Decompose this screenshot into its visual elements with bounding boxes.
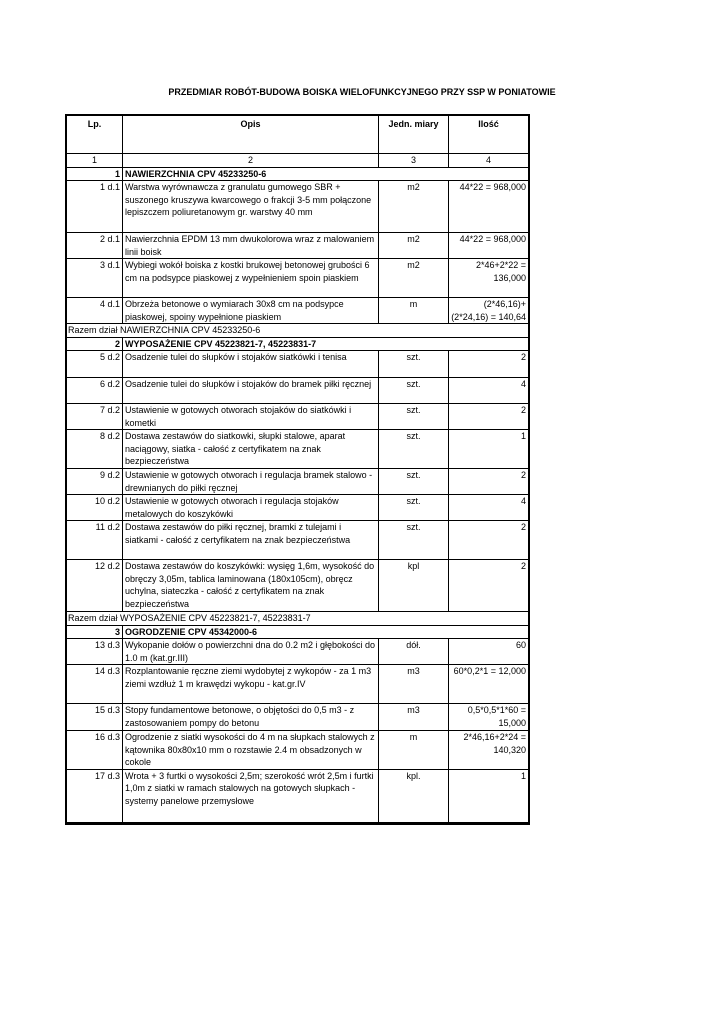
item-unit: m [379,298,449,324]
item-description: Ogrodzenie z siatki wysokości do 4 m na słupkach stalowych z kątownika 80x80x10 mm o rozstawie 2.4 m obsadzonych w cokole [123,731,379,770]
item-lp: 11 d.2 [66,521,123,560]
item-description: Ustawienie w gotowych otworach stojaków do siatkówki i kometki [123,404,379,430]
item-lp: 7 d.2 [66,404,123,430]
table-row [66,704,529,731]
section-row [66,167,529,181]
item-quantity: 44*22 = 968,000 [449,233,530,259]
section-name: OGRODZENIE CPV 45342000-6 [123,625,530,639]
table-row [66,731,529,770]
item-quantity: 60 [449,639,530,665]
item-unit: m3 [379,665,449,704]
table-row [66,469,529,495]
table-bottom-edge [66,822,529,824]
header-lp: Lp. [66,115,123,153]
item-unit: szt. [379,521,449,560]
item-quantity: 2 [449,469,530,495]
item-quantity: 60*0,2*1 = 12,000 [449,665,530,704]
item-quantity: 2*46,16+2*24 = 140,320 [449,731,530,770]
item-unit: szt. [379,495,449,521]
colnum-4: 4 [449,153,530,167]
table-row [66,521,529,560]
section-number: 3 [66,625,123,639]
section-summary-row [66,324,529,338]
item-description: Ustawienie w gotowych otworach i regulacja bramek stalowo - drewnianych do piłki ręcznej [123,469,379,495]
item-quantity: 0,5*0,5*1*60 = 15,000 [449,704,530,731]
item-quantity: 2 [449,560,530,612]
item-quantity: 1 [449,430,530,469]
table-row [66,639,529,665]
item-unit: m3 [379,704,449,731]
item-description: Warstwa wyrównawcza z granulatu gumowego SBR + suszonego kruszywa kwarcowego o frakcji 3-5 mm połączone lepiszczem poliuretanowym gr. warstwy 40 mm [123,181,379,233]
item-quantity: 2 [449,404,530,430]
item-description: Dostawa zestawów do siatkowki, słupki stalowe, aparat naciągowy, siatka - całość z certyfikatem na znak bezpieczeństwa [123,430,379,469]
item-quantity: 2 [449,351,530,378]
item-description: Dostawa zestawów do piłki ręcznej, bramki z tulejami i siatkami - całość z certyfikatem na znak bezpieczeństwa [123,521,379,560]
section-name: WYPOSAŻENIE CPV 45223821-7, 45223831-7 [123,337,530,351]
item-unit: szt. [379,378,449,404]
item-description: Stopy fundamentowe betonowe, o objętości do 0,5 m3 - z zastosowaniem pompy do betonu [123,704,379,731]
table-header-row [66,115,529,153]
item-lp: 3 d.1 [66,259,123,298]
item-lp: 13 d.3 [66,639,123,665]
colnum-2: 2 [123,153,379,167]
item-quantity: 4 [449,495,530,521]
table-row [66,769,529,822]
item-description: Osadzenie tulei do słupków i stojaków do bramek piłki ręcznej [123,378,379,404]
item-description: Rozplantowanie ręczne ziemi wydobytej z wykopów - za 1 m3 ziemi wzdłuż 1 m krawędzi wykopu - kat.gr.IV [123,665,379,704]
item-description: Obrzeża betonowe o wymiarach 30x8 cm na podsypce piaskowej, spoiny wypełnione piaskiem [123,298,379,324]
item-lp: 4 d.1 [66,298,123,324]
item-quantity: 2 [449,521,530,560]
section-summary: Razem dział NAWIERZCHNIA CPV 45233250-6 [66,324,529,338]
item-unit: m2 [379,181,449,233]
table-row [66,378,529,404]
item-unit: kpl. [379,769,449,822]
table-row [66,665,529,704]
colnum-1: 1 [66,153,123,167]
item-lp: 17 d.3 [66,769,123,822]
item-unit: szt. [379,404,449,430]
item-lp: 14 d.3 [66,665,123,704]
item-lp: 8 d.2 [66,430,123,469]
section-number: 1 [66,167,123,181]
item-lp: 15 d.3 [66,704,123,731]
table-row [66,430,529,469]
header-opis: Opis [123,115,379,153]
item-lp: 6 d.2 [66,378,123,404]
section-summary: Razem dział WYPOSAŻENIE CPV 45223821-7, 45223831-7 [66,612,529,626]
item-lp: 1 d.1 [66,181,123,233]
item-unit: m2 [379,259,449,298]
item-description: Osadzenie tulei do słupków i stojaków siatkówki i tenisa [123,351,379,378]
section-row [66,337,529,351]
section-name: NAWIERZCHNIA CPV 45233250-6 [123,167,530,181]
table-row [66,181,529,233]
section-summary-row [66,612,529,626]
item-lp: 9 d.2 [66,469,123,495]
table-row [66,351,529,378]
item-unit: szt. [379,469,449,495]
item-description: Dostawa zestawów do koszykówki: wysięg 1,6m, wysokość do obręczy 3,05m, tablica laminowana (180x105cm), obręcz uchylna, siateczka - całość z certyfikatem na znak bezpieczeństwa [123,560,379,612]
item-quantity: (2*46,16)+(2*24,16) = 140,64 [449,298,530,324]
header-jm: Jedn. miary [379,115,449,153]
item-description: Wrota + 3 furtki o wysokości 2,5m; szerokość wrót 2,5m i furtki 1,0m z siatki w ramach stalowych na gotowych słupkach - systemy panelowe przemysłowe [123,769,379,822]
document-title: PRZEDMIAR ROBÓT-BUDOWA BOISKA WIELOFUNKCYJNEGO PRZY SSP W PONIATOWIE [168,87,556,97]
table-row [66,495,529,521]
item-unit: m2 [379,233,449,259]
item-unit: szt. [379,430,449,469]
item-lp: 16 d.3 [66,731,123,770]
item-unit: kpl [379,560,449,612]
item-lp: 12 d.2 [66,560,123,612]
column-number-row [66,153,529,167]
header-ilosc: Ilość [449,115,530,153]
section-row [66,625,529,639]
item-quantity: 2*46+2*22 = 136,000 [449,259,530,298]
table-row [66,560,529,612]
table-row [66,259,529,298]
table-row [66,404,529,430]
estimate-table [65,114,530,825]
item-description: Nawierzchnia EPDM 13 mm dwukolorowa wraz z malowaniem linii boisk [123,233,379,259]
item-unit: dół. [379,639,449,665]
item-description: Wykopanie dołów o powierzchni dna do 0.2 m2 i głębokości do 1.0 m (kat.gr.III) [123,639,379,665]
item-quantity: 1 [449,769,530,822]
item-unit: szt. [379,351,449,378]
item-lp: 5 d.2 [66,351,123,378]
item-quantity: 4 [449,378,530,404]
section-number: 2 [66,337,123,351]
table-row [66,233,529,259]
item-lp: 10 d.2 [66,495,123,521]
table-row [66,298,529,324]
item-description: Ustawienie w gotowych otworach i regulacja stojaków metalowych do koszykówki [123,495,379,521]
colnum-3: 3 [379,153,449,167]
item-lp: 2 d.1 [66,233,123,259]
item-quantity: 44*22 = 968,000 [449,181,530,233]
item-description: Wybiegi wokół boiska z kostki brukowej betonowej grubości 6 cm na podsypce piaskowej z wypełnieniem spoin piaskiem [123,259,379,298]
item-unit: m [379,731,449,770]
